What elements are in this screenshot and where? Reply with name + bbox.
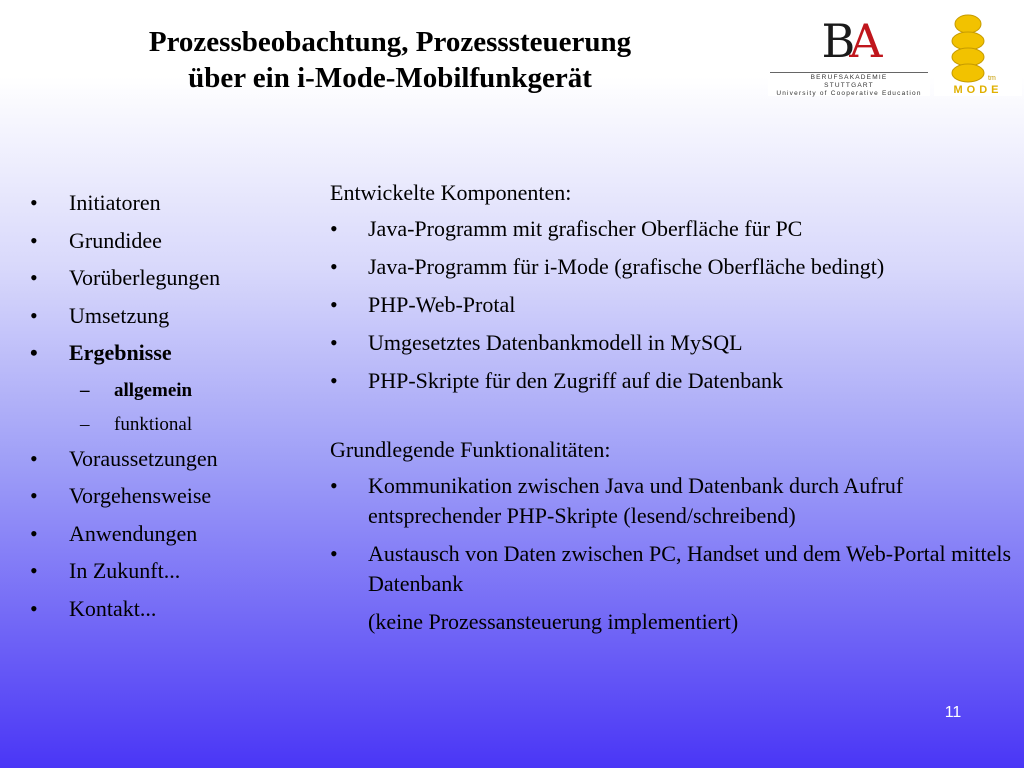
ba-logo-mark: BA <box>821 14 877 68</box>
spacer <box>330 404 1020 435</box>
component-item: • Umgesetztes Datenbankmodell in MySQL <box>330 330 743 355</box>
agenda-subitem-allgemein[interactable]: – allgemein <box>80 379 193 401</box>
component-item: • PHP-Web-Protal <box>330 292 516 317</box>
agenda-subitem-funktional[interactable]: – funktional <box>80 413 193 435</box>
ba-logo <box>768 10 930 96</box>
agenda-item-vorueberlegungen[interactable]: • Vorüberlegungen <box>30 265 221 290</box>
agenda-item-vorgehensweise[interactable]: • Vorgehensweise <box>30 483 212 508</box>
components-heading: Entwickelte Komponenten: <box>330 180 572 205</box>
functions-heading: Grundlegende Funktionalitäten: <box>330 437 611 462</box>
slide-title <box>70 24 710 96</box>
slide-title-line-1: Prozessbeobachtung, Prozesssteuerung <box>148 26 632 58</box>
function-item: • Austausch von Daten zwischen PC, Handset und dem Web-Portal mittels Datenbank <box>330 541 1012 596</box>
component-item: • Java-Programm für i-Mode (grafische Oberfläche bedingt) <box>330 254 885 279</box>
svg-text:MODE: MODE <box>953 84 1003 96</box>
function-item: • Kommunikation zwischen Java und Datenbank durch Aufruf entsprechender PHP-Skripte (lesend/schreibend) <box>330 473 904 528</box>
imode-logo <box>934 10 1022 96</box>
component-item: • Java-Programm mit grafischer Oberfläche für PC <box>330 216 803 241</box>
svg-text:tm: tm <box>988 75 996 82</box>
agenda-item-kontakt[interactable]: • Kontakt... <box>30 595 157 621</box>
page-number: 11 <box>944 704 962 721</box>
agenda-item-in-zukunft[interactable]: • In Zukunft... <box>30 558 181 583</box>
agenda-item-umsetzung[interactable]: • Umsetzung <box>30 302 170 328</box>
imode-logo-graphic <box>934 10 1022 96</box>
results-content <box>330 178 1020 637</box>
agenda-item-grundidee[interactable]: • Grundidee <box>30 227 162 253</box>
agenda-list <box>30 186 310 629</box>
agenda-item-ergebnisse[interactable]: • Ergebnisse <box>30 340 172 365</box>
function-note: (keine Prozessansteuerung implementiert) <box>368 609 739 634</box>
agenda-item-anwendungen[interactable]: • Anwendungen <box>30 520 198 546</box>
component-item: • PHP-Skripte für den Zugriff auf die Datenbank <box>330 368 784 393</box>
agenda-item-initiatoren[interactable]: • Initiatoren <box>30 190 161 215</box>
slide-title-line-2: über ein i-Mode-Mobilfunkgerät <box>188 62 592 94</box>
agenda-item-voraussetzungen[interactable]: • Voraussetzungen <box>30 445 218 471</box>
ba-logo-text: BERUFSAKADEMIE STUTTGART University of Cooperative Education <box>770 72 928 98</box>
